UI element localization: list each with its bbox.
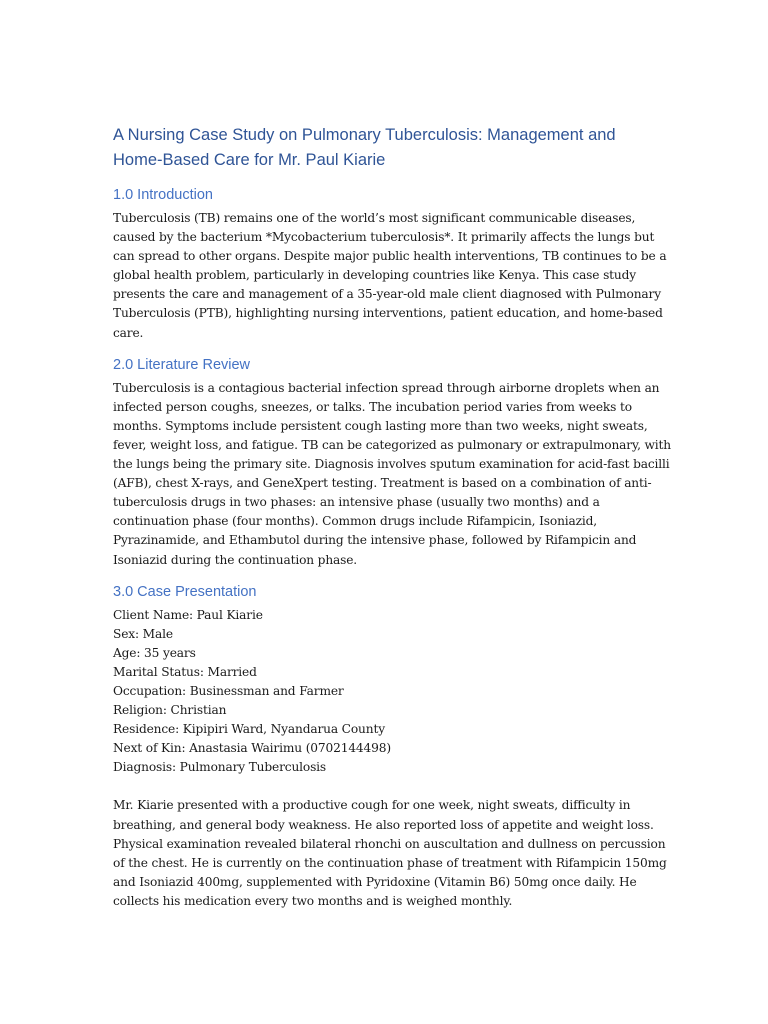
- paragraph-line: tuberculosis drugs in two phases: an intensive phase (usually two months) and a: [113, 495, 600, 510]
- paragraph-line: infected person coughs, sneezes, or talks. The incubation period varies from weeks to: [113, 399, 632, 414]
- paragraph-line: fever, weight loss, and fatigue. TB can be categorized as pulmonary or extrapulmonary, with: [113, 437, 671, 452]
- section-heading-introduction: 1.0 Introduction: [113, 187, 213, 203]
- paragraph-line: presents the care and management of a 35-year-old male client diagnosed with Pulmonary: [113, 287, 661, 302]
- document-content: [113, 123, 671, 923]
- paragraph-line: Tuberculosis (PTB), highlighting nursing interventions, patient education, and home-based: [113, 306, 663, 321]
- client-details: [113, 606, 658, 778]
- sex-field: Sex: Male: [113, 626, 173, 641]
- case-narrative-paragraph: [113, 796, 667, 911]
- paragraph-line: months. Symptoms include persistent cough lasting more than two weeks, night sweats,: [113, 418, 648, 433]
- paragraph-line: Mr. Kiarie presented with a productive cough for one week, night sweats, difficulty in: [113, 798, 631, 813]
- document-title: [113, 123, 658, 173]
- paragraph-line: Tuberculosis (TB) remains one of the world’s most significant communicable diseases,: [113, 211, 636, 225]
- paragraph-line: Tuberculosis is a contagious bacterial infection spread through airborne droplets when an: [113, 380, 660, 395]
- paragraph-line: global health problem, particularly in developing countries like Kenya. This case study: [113, 268, 637, 283]
- occupation-field: Occupation: Businessman and Farmer: [113, 683, 344, 698]
- introduction-paragraph: [113, 209, 667, 343]
- paragraph-line: Pyrazinamide, and Ethambutol during the intensive phase, followed by Rifampicin and: [113, 533, 637, 548]
- paragraph-line: breathing, and general body weakness. He also reported loss of appetite and weight loss.: [113, 817, 654, 832]
- paragraph-line: Isoniazid during the continuation phase.: [113, 552, 358, 567]
- age-field: Age: 35 years: [113, 645, 196, 660]
- literature-review-paragraph: [113, 379, 671, 570]
- next-of-kin-field: Next of Kin: Anastasia Wairimu (0702144498): [113, 741, 391, 756]
- title-line: Home-Based Care for Mr. Paul Kiarie: [113, 151, 386, 169]
- residence-field: Residence: Kipipiri Ward, Nyandarua County: [113, 722, 385, 737]
- religion-field: Religion: Christian: [113, 703, 227, 718]
- client-name-field: Client Name: Paul Kiarie: [113, 607, 263, 622]
- paragraph-line: the lungs being the primary site. Diagnosis involves sputum examination for acid-fast bacilli: [113, 457, 670, 472]
- paragraph-line: caused by the bacterium *Mycobacterium tuberculosis*. It primarily affects the lungs but: [113, 230, 655, 245]
- section-heading-literature-review: 2.0 Literature Review: [113, 356, 251, 373]
- paragraph-line: Physical examination revealed bilateral rhonchi on auscultation and dullness on percussion: [113, 836, 666, 851]
- paragraph-line: collects his medication every two months and is weighed monthly.: [113, 893, 513, 908]
- paragraph-line: and Isoniazid 400mg, supplemented with Pyridoxine (Vitamin B6) 50mg once daily. He: [113, 874, 637, 889]
- paragraph-line: (AFB), chest X-rays, and GeneXpert testing. Treatment is based on a combination of anti-: [113, 476, 652, 491]
- marital-status-field: Marital Status: Married: [113, 664, 257, 679]
- section-heading-case-presentation: 3.0 Case Presentation: [113, 583, 257, 600]
- paragraph-line: can spread to other organs. Despite major public health interventions, TB continues to be a: [113, 249, 667, 264]
- paragraph-line: of the chest. He is currently on the continuation phase of treatment with Rifampicin 150mg: [113, 855, 667, 870]
- diagnosis-field: Diagnosis: Pulmonary Tuberculosis: [113, 760, 327, 775]
- paragraph-line: continuation phase (four months). Common drugs include Rifampicin, Isoniazid,: [113, 514, 598, 529]
- title-line: A Nursing Case Study on Pulmonary Tuberculosis: Management and: [113, 126, 616, 144]
- paragraph-line: care.: [113, 325, 144, 340]
